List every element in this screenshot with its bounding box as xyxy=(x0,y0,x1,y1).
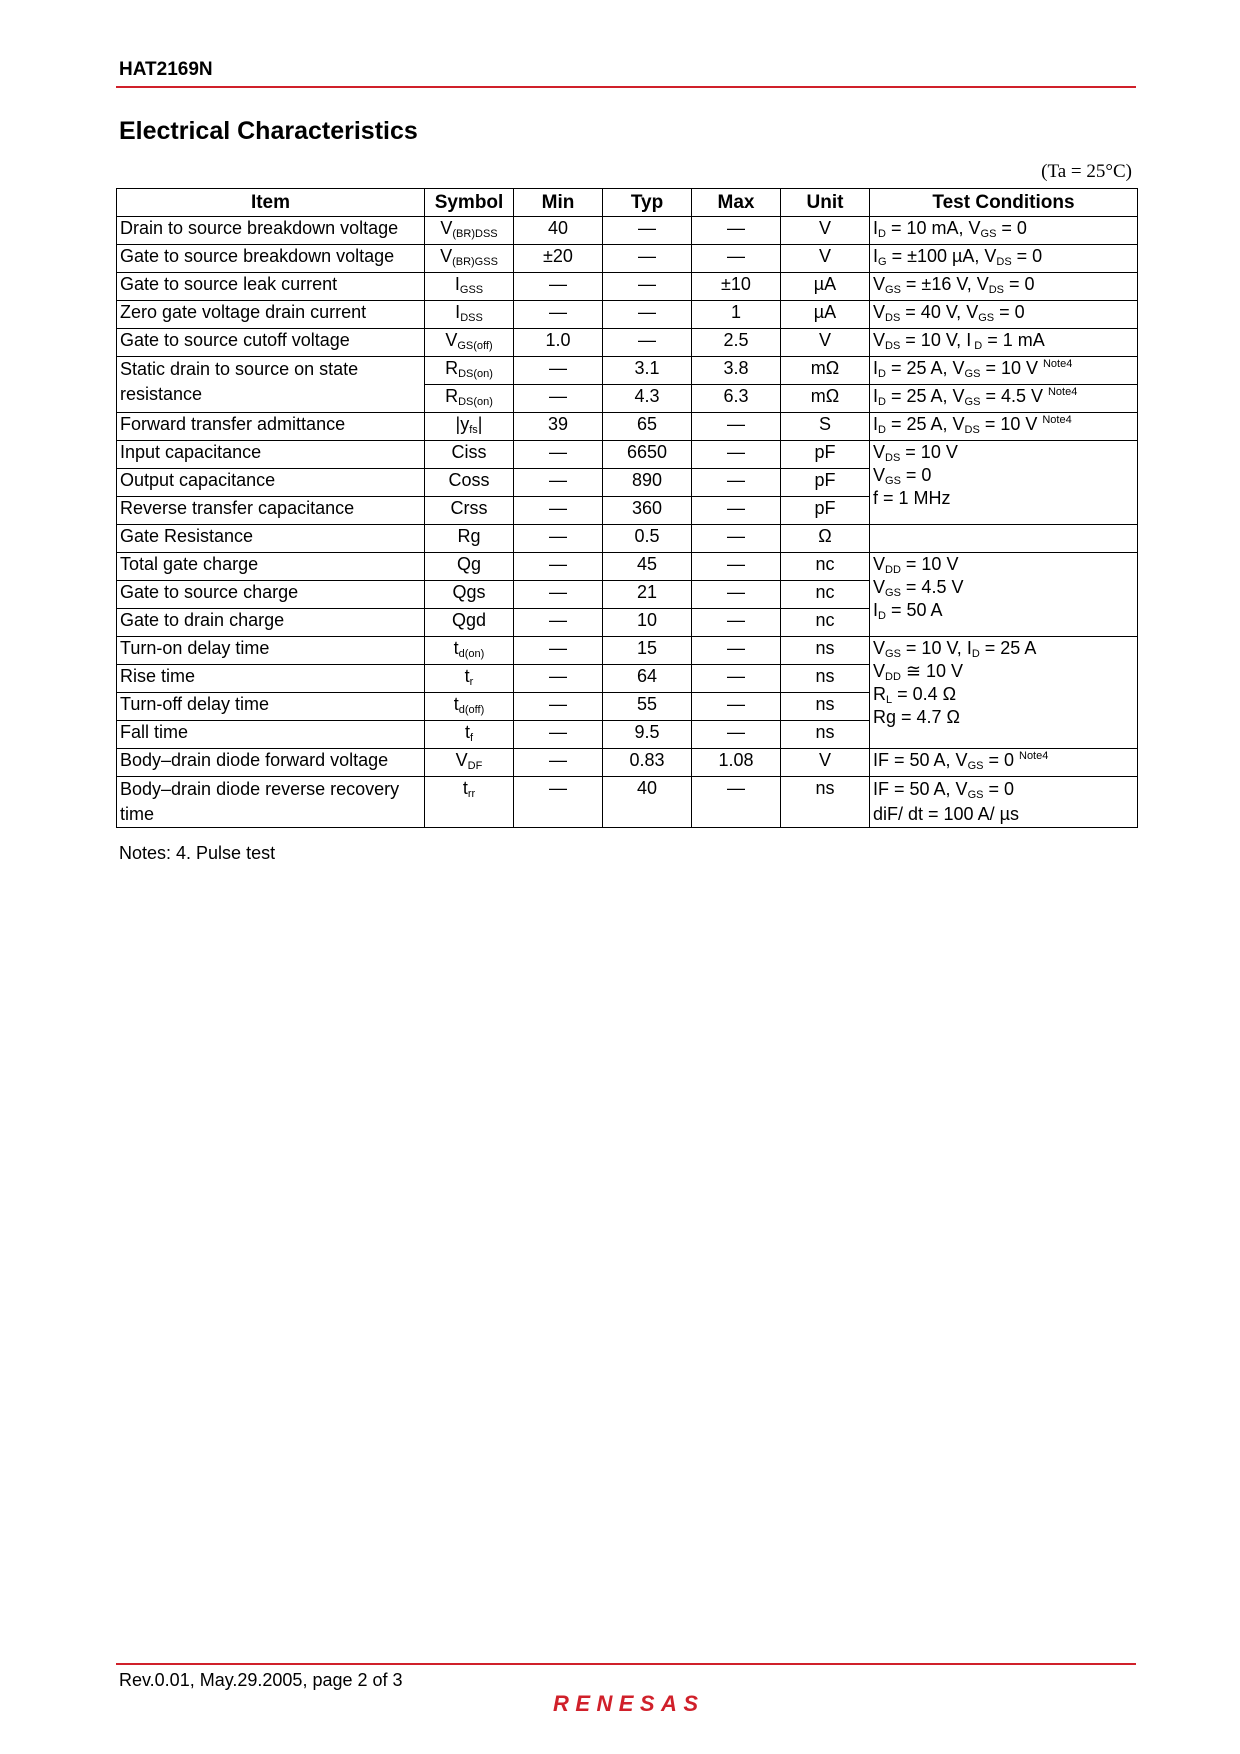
typ-cell: — xyxy=(603,245,692,273)
typ-cell: 55 xyxy=(603,693,692,721)
max-cell: — xyxy=(692,581,781,609)
typ-cell: 3.1 xyxy=(603,357,692,385)
item-cell: Fall time xyxy=(117,721,425,749)
min-cell: 39 xyxy=(514,413,603,441)
max-cell: — xyxy=(692,441,781,469)
symbol-cell: $t_f$ xyxy=(425,721,514,749)
unit-cell: nc xyxy=(781,609,870,637)
item-cell: Static drain to source on state resistance xyxy=(117,357,425,413)
unit-cell: pF xyxy=(781,497,870,525)
min-cell: — xyxy=(514,777,603,828)
footnote-marker: Note4 xyxy=(1042,414,1072,426)
item-cell: Input capacitance xyxy=(117,441,425,469)
symbol-cell: Coss xyxy=(425,469,514,497)
unit-cell: Ω xyxy=(781,525,870,553)
typ-cell: — xyxy=(603,273,692,301)
symbol-cell: $V_{(BR)GSS}$ xyxy=(425,245,514,273)
table-row xyxy=(117,749,1138,777)
typ-cell: 40 xyxy=(603,777,692,828)
max-cell: — xyxy=(692,637,781,665)
max-cell: — xyxy=(692,609,781,637)
unit-cell: pF xyxy=(781,441,870,469)
max-cell: 2.5 xyxy=(692,329,781,357)
typ-cell: — xyxy=(603,217,692,245)
unit-cell: V xyxy=(781,329,870,357)
symbol-cell: $t_{rr}$ xyxy=(425,777,514,828)
table-row xyxy=(117,553,1138,581)
table-notes: Notes: 4. Pulse test xyxy=(119,843,276,863)
test-condition-cell: $V_{GS} = \pm 16$ V, $V_{DS} = 0$ xyxy=(870,273,1138,301)
max-cell: 3.8 xyxy=(692,357,781,385)
symbol-cell: $V_{GS(off)}$ xyxy=(425,329,514,357)
unit-cell: nc xyxy=(781,581,870,609)
test-condition-cell: $V_{DS} = 10$ V $V_{GS} = 0$ f = 1 MHz xyxy=(870,441,1138,525)
unit-cell: V xyxy=(781,245,870,273)
min-cell: — xyxy=(514,721,603,749)
unit-cell: ns xyxy=(781,693,870,721)
column-header-max: Max xyxy=(692,189,781,217)
item-cell: Gate to drain charge xyxy=(117,609,425,637)
typ-cell: — xyxy=(603,329,692,357)
item-cell: Gate to source breakdown voltage xyxy=(117,245,425,273)
max-cell: 1 xyxy=(692,301,781,329)
item-cell: Rise time xyxy=(117,665,425,693)
test-condition-cell: $I_D = 10$ mA, $V_{GS} = 0$ xyxy=(870,217,1138,245)
footnote-marker: Note4 xyxy=(1019,750,1049,762)
symbol-cell: Qgd xyxy=(425,609,514,637)
min-cell: — xyxy=(514,749,603,777)
column-header-unit: Unit xyxy=(781,189,870,217)
symbol-cell: $R_{DS(on)}$ xyxy=(425,357,514,385)
test-condition-cell: $I_D = 25$ A, $V_{GS} = 4.5$ V $^{Note4}$ xyxy=(870,385,1138,413)
symbol-cell: Rg xyxy=(425,525,514,553)
unit-cell: S xyxy=(781,413,870,441)
symbol-cell: $t_r$ xyxy=(425,665,514,693)
unit-cell: ns xyxy=(781,637,870,665)
symbol-cell: Crss xyxy=(425,497,514,525)
symbol-cell: Ciss xyxy=(425,441,514,469)
symbol-cell: $t_{d(off)}$ xyxy=(425,693,514,721)
item-cell: Turn-off delay time xyxy=(117,693,425,721)
symbol-cell: $I_{DSS}$ xyxy=(425,301,514,329)
unit-cell: V xyxy=(781,217,870,245)
item-cell: Gate Resistance xyxy=(117,525,425,553)
min-cell: — xyxy=(514,637,603,665)
min-cell: — xyxy=(514,693,603,721)
max-cell: — xyxy=(692,469,781,497)
table-row xyxy=(117,245,1138,273)
min-cell: 40 xyxy=(514,217,603,245)
unit-cell: µA xyxy=(781,301,870,329)
ambient-temperature-note: (Ta = 25°C) xyxy=(1041,161,1132,182)
typ-cell: 45 xyxy=(603,553,692,581)
test-condition-cell: $I_D = 25$ A, $V_{GS} = 10$ V $^{Note4}$ xyxy=(870,357,1138,385)
item-cell: Turn-on delay time xyxy=(117,637,425,665)
min-cell: — xyxy=(514,525,603,553)
symbol-cell: $V_{(BR)DSS}$ xyxy=(425,217,514,245)
max-cell: — xyxy=(692,525,781,553)
min-cell: ±20 xyxy=(514,245,603,273)
max-cell: 6.3 xyxy=(692,385,781,413)
test-condition-cell: $I_D = 25$ A, $V_{DS} = 10$ V $^{Note4}$ xyxy=(870,413,1138,441)
table-row xyxy=(117,357,1138,385)
symbol-cell: Qgs xyxy=(425,581,514,609)
test-condition-cell xyxy=(870,525,1138,553)
unit-cell: ns xyxy=(781,721,870,749)
typ-cell: 0.5 xyxy=(603,525,692,553)
item-cell: Zero gate voltage drain current xyxy=(117,301,425,329)
max-cell: — xyxy=(692,721,781,749)
unit-cell: nc xyxy=(781,553,870,581)
min-cell: — xyxy=(514,469,603,497)
max-cell: — xyxy=(692,693,781,721)
typ-cell: 21 xyxy=(603,581,692,609)
typ-cell: 65 xyxy=(603,413,692,441)
column-header-min: Min xyxy=(514,189,603,217)
min-cell: — xyxy=(514,553,603,581)
item-cell: Drain to source breakdown voltage xyxy=(117,217,425,245)
test-condition-cell: $V_{DD} = 10$ V $V_{GS} = 4.5$ V $I_D = 50$ A xyxy=(870,553,1138,637)
unit-cell: V xyxy=(781,749,870,777)
min-cell: — xyxy=(514,273,603,301)
header-rule xyxy=(116,86,1136,88)
test-condition-cell: IF = 50 A, $V_{GS} = 0$ diF/ dt = 100 A/ µs xyxy=(870,777,1138,828)
test-condition-cell: $V_{DS} = 40$ V, $V_{GS} = 0$ xyxy=(870,301,1138,329)
typ-cell: 0.83 xyxy=(603,749,692,777)
symbol-cell: $|y_{fs}|$ xyxy=(425,413,514,441)
symbol-cell: $R_{DS(on)}$ xyxy=(425,385,514,413)
min-cell: — xyxy=(514,357,603,385)
typ-cell: 4.3 xyxy=(603,385,692,413)
min-cell: — xyxy=(514,497,603,525)
typ-cell: 6650 xyxy=(603,441,692,469)
table-row xyxy=(117,441,1138,469)
column-header-symbol: Symbol xyxy=(425,189,514,217)
renesas-logo xyxy=(553,1690,703,1716)
typ-cell: 64 xyxy=(603,665,692,693)
item-cell: Body–drain diode forward voltage xyxy=(117,749,425,777)
table-row xyxy=(117,777,1138,828)
table-row xyxy=(117,217,1138,245)
document-part-number: HAT2169N xyxy=(119,59,213,80)
max-cell: — xyxy=(692,497,781,525)
table-row xyxy=(117,525,1138,553)
footer-rule xyxy=(116,1663,1136,1665)
typ-cell: 15 xyxy=(603,637,692,665)
unit-cell: mΩ xyxy=(781,385,870,413)
test-condition-cell: $I_G = \pm 100$ µA, $V_{DS} = 0$ xyxy=(870,245,1138,273)
max-cell: — xyxy=(692,217,781,245)
table-row xyxy=(117,637,1138,665)
logo-wordmark: RENESAS xyxy=(553,1691,699,1716)
item-cell: Reverse transfer capacitance xyxy=(117,497,425,525)
table-row xyxy=(117,273,1138,301)
test-condition-cell: $V_{DS} = 10$ V, I $_D$ = 1 mA xyxy=(870,329,1138,357)
max-cell: — xyxy=(692,245,781,273)
item-cell: Forward transfer admittance xyxy=(117,413,425,441)
symbol-cell: $t_{d(on)}$ xyxy=(425,637,514,665)
min-cell: — xyxy=(514,665,603,693)
min-cell: — xyxy=(514,441,603,469)
item-cell: Output capacitance xyxy=(117,469,425,497)
max-cell: 1.08 xyxy=(692,749,781,777)
unit-cell: pF xyxy=(781,469,870,497)
item-cell: Gate to source leak current xyxy=(117,273,425,301)
max-cell: — xyxy=(692,553,781,581)
min-cell: — xyxy=(514,385,603,413)
typ-cell: 9.5 xyxy=(603,721,692,749)
table-row xyxy=(117,329,1138,357)
symbol-cell: $V_{DF}$ xyxy=(425,749,514,777)
column-header-test-conditions: Test Conditions xyxy=(870,189,1138,217)
min-cell: — xyxy=(514,581,603,609)
unit-cell: ns xyxy=(781,665,870,693)
revision-info: Rev.0.01, May.29.2005, page 2 of 3 xyxy=(119,1670,403,1690)
section-title: Electrical Characteristics xyxy=(119,117,418,145)
typ-cell: — xyxy=(603,301,692,329)
unit-cell: mΩ xyxy=(781,357,870,385)
item-cell: Gate to source charge xyxy=(117,581,425,609)
footnote-marker: Note4 xyxy=(1042,358,1073,370)
typ-cell: 360 xyxy=(603,497,692,525)
column-header-typ: Typ xyxy=(603,189,692,217)
min-cell: — xyxy=(514,609,603,637)
symbol-cell: $I_{GSS}$ xyxy=(425,273,514,301)
min-cell: 1.0 xyxy=(514,329,603,357)
table-row xyxy=(117,301,1138,329)
item-cell: Body–drain diode reverse recovery time xyxy=(117,777,425,828)
table-row xyxy=(117,413,1138,441)
footnote-marker: Note4 xyxy=(1047,386,1078,398)
item-cell: Total gate charge xyxy=(117,553,425,581)
max-cell: ±10 xyxy=(692,273,781,301)
max-cell: — xyxy=(692,777,781,828)
column-header-item: Item xyxy=(117,189,425,217)
max-cell: — xyxy=(692,413,781,441)
table-header-row xyxy=(117,189,1138,217)
test-condition-cell: $V_{GS} = 10$ V, $I_D = 25$ A $V_{DD}$ ≅ 10 V $R_L = 0.4$ Ω Rg = 4.7 Ω xyxy=(870,637,1138,749)
test-condition-cell: IF = 50 A, $V_{GS} = 0$ $^{Note4}$ xyxy=(870,749,1138,777)
symbol-cell: Qg xyxy=(425,553,514,581)
item-cell: Gate to source cutoff voltage xyxy=(117,329,425,357)
unit-cell: ns xyxy=(781,777,870,828)
typ-cell: 10 xyxy=(603,609,692,637)
typ-cell: 890 xyxy=(603,469,692,497)
min-cell: — xyxy=(514,301,603,329)
unit-cell: µA xyxy=(781,273,870,301)
electrical-characteristics-table xyxy=(116,188,1138,828)
max-cell: — xyxy=(692,665,781,693)
